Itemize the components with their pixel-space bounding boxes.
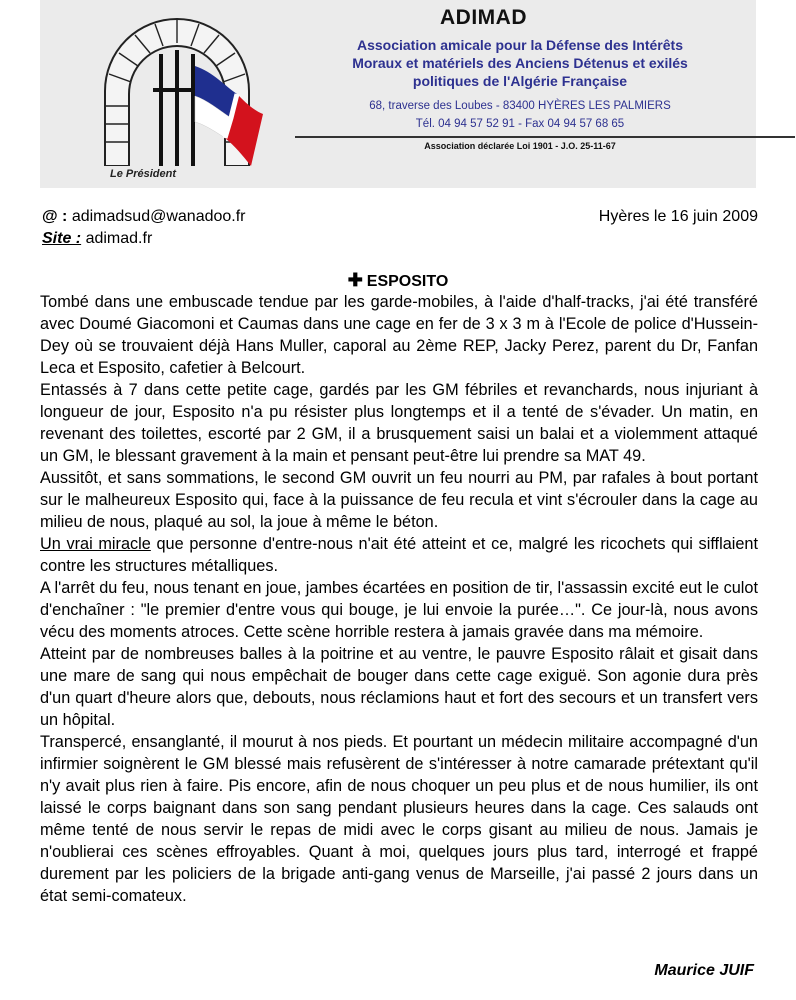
date-line: Hyères le 16 juin 2009 xyxy=(598,208,758,225)
article-title-text: ESPOSITO xyxy=(366,273,449,290)
org-description-line: politiques de l'Algérie Française xyxy=(412,73,628,89)
site-label: Site : xyxy=(42,230,82,247)
arch-flag-logo-icon xyxy=(95,6,270,166)
signature: Maurice JUIF xyxy=(654,962,754,979)
email-label: @ : xyxy=(42,208,68,225)
paragraph-text: Atteint par de nombreuses balles à la poitrine et au ventre, le pauvre Esposito râlait et gisait dans une mare de sang qui nous empêchait de bouger dans cette cage exiguë. Son agonie dura près d'un quart d'heure alors que, debouts, nous réclamions haut et fort des secours et un transfert vers un hôpital. xyxy=(40,645,758,729)
site-address[interactable]: adimad.fr xyxy=(85,230,153,247)
paragraph xyxy=(40,731,758,907)
org-description-line: Moraux et matériels des Anciens Détenus et exilés xyxy=(352,55,688,71)
paragraph-text: Aussitôt, et sans sommations, le second GM ouvrit un feu nourri au PM, par rafales à bout portant sur le malheureux Esposito qui, face à la puissance de feu recula et vint s'écrouler dans la cage au milieu de nous, plaqué au sol, la joue à même le béton. xyxy=(40,469,758,531)
paragraph-text: Transpercé, ensanglanté, il mourut à nos pieds. Et pourtant un médecin militaire accompagné d'un infirmier soignèrent le GM blessé mais refusèrent de s'intéresser à notre camarade prétextant qu'il n'y avait plus rien à faire. Pis encore, afin de nous choquer un peu plus et de nous humilier, ils ont laissé le corps baignant dans son sang pendant plusieurs heures dans la cage. Ces salauds ont même tenté de nous servir le repas de midi avec le corps gisant au milieu de nous. Jamais je n'oublierai ces scènes effroyables. Quant à moi, quelques jours plus tard, interrogé et frappé durement par les policiers de la brigade anti-gang venus de Marseille, j'ai passé 2 jours dans un état semi-comateux. xyxy=(40,733,758,905)
paragraph xyxy=(40,379,758,467)
paragraph xyxy=(40,467,758,533)
site-line xyxy=(42,228,246,250)
org-address: 68, traverse des Loubes - 83400 HYÈRES LES PALMIERS xyxy=(369,100,671,112)
email-address[interactable]: adimadsud@wanadoo.fr xyxy=(71,208,246,225)
president-label: Le Président xyxy=(110,168,177,180)
email-line xyxy=(42,206,246,228)
article-title xyxy=(0,270,796,291)
org-description xyxy=(330,36,710,90)
org-description-line: Association amicale pour la Défense des Intérêts xyxy=(356,37,683,53)
paragraph-text: Tombé dans une embuscade tendue par les garde-mobiles, à l'aide d'half-tracks, j'ai été transféré avec Doumé Giacomoni et Caumas dans une cage en fer de 3 x 3 m à l'Ecole de police d'Hussein-Dey où se trouvaient déjà Hans Muller, caporal au 2ème REP, Jacky Perez, parent du Dr, Fanfan Leca et Esposito, cafetier à Belcourt. xyxy=(40,293,758,377)
underlined-phrase: Un vrai miracle xyxy=(40,535,151,553)
org-address-block xyxy=(330,97,710,133)
paragraph xyxy=(40,577,758,643)
org-declaration: Association déclarée Loi 1901 - J.O. 25-11-67 xyxy=(424,141,616,151)
cross-icon: ✚ xyxy=(347,270,363,290)
paragraph-text: Entassés à 7 dans cette petite cage, gardés par les GM fébriles et revanchards, nous injuriant à longueur de jour, Esposito n'a pu résister plus longtemps et il a tenté de s'évader. Un matin, en revenant des toilettes, escorté par 2 GM, il a brusquement saisi un balai et a violemment attaqué un GM, le blessant gravement à la main et pensant peut-être lui prendre sa MAT 49. xyxy=(40,381,758,465)
org-name: ADIMAD xyxy=(440,6,527,29)
paragraph xyxy=(40,291,758,379)
letterhead xyxy=(40,0,756,188)
header-divider xyxy=(295,136,795,138)
paragraph xyxy=(40,533,758,577)
contact-block xyxy=(42,206,246,250)
paragraph xyxy=(40,643,758,731)
paragraph-text: A l'arrêt du feu, nous tenant en joue, jambes écartées en position de tir, l'assassin excité eut le culot d'enchaîner : "le premier d'entre vous qui bouge, je lui envoie la purée…". Ce jour-là, nous avons vécu des moments atroces. Cette scène horrible restera à jamais gravée dans ma mémoire. xyxy=(40,579,758,641)
article-body xyxy=(40,291,758,907)
paragraph-text: que personne d'entre-nous n'ait été atteint et ce, malgré les ricochets qui sifflaient contre les structures métalliques. xyxy=(40,535,758,575)
org-phone: Tél. 04 94 57 52 91 - Fax 04 94 57 68 65 xyxy=(415,118,625,130)
